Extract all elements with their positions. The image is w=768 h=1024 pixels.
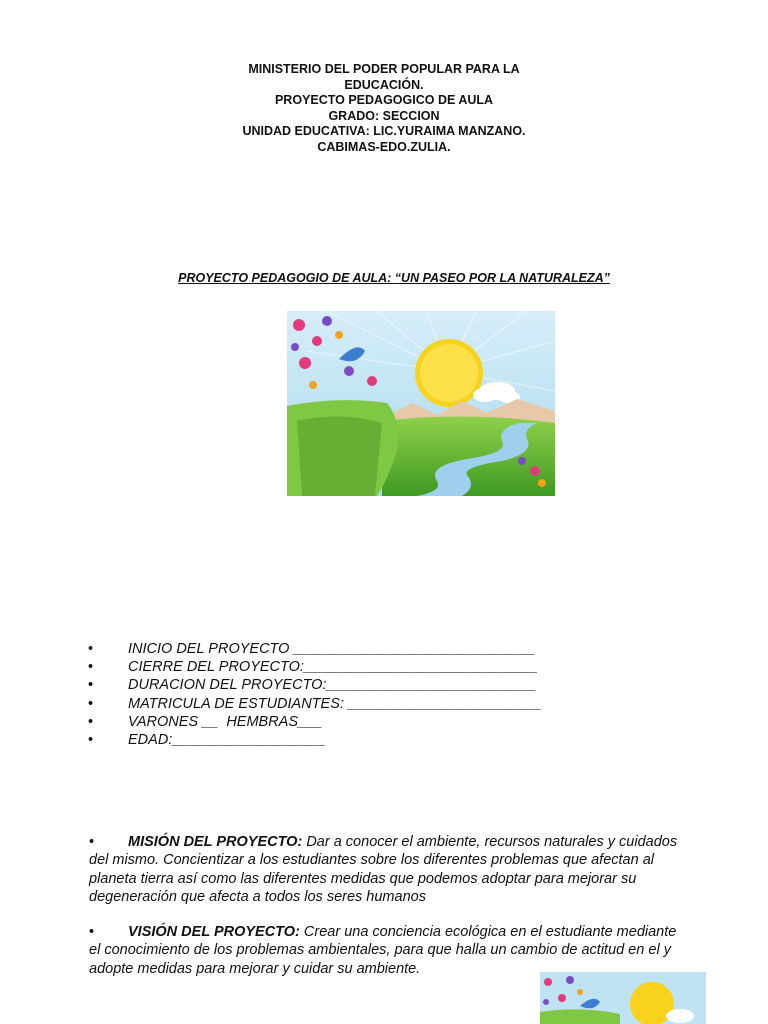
header-line: GRADO: SECCION [328, 108, 440, 123]
project-title: PROYECTO PEDAGOGIO DE AULA: “UN PASEO POR LA NATURALEZA” [178, 271, 610, 285]
mission-paragraph [89, 833, 689, 907]
sun-river-landscape-icon [540, 972, 706, 1024]
project-fields-list [88, 640, 541, 749]
field-inicio [88, 640, 541, 658]
field-matricula [88, 695, 541, 713]
bullet: • [89, 833, 95, 850]
field-edad [88, 731, 541, 749]
header-line: PROYECTO PEDAGOGICO DE AULA [274, 93, 494, 107]
field-label: DURACION DEL PROYECTO:__________________________ [128, 677, 537, 694]
field-label: INICIO DEL PROYECTO ______________________________ [128, 641, 536, 657]
vision-label: VISIÓN DEL PROYECTO: [128, 923, 300, 940]
field-varones-hembras [88, 713, 541, 731]
field-label: EDAD:___________________ [128, 732, 326, 749]
field-label: VARONES __ HEMBRAS___ [128, 713, 323, 730]
landscape-illustration [287, 311, 555, 496]
mission-label: MISIÓN DEL PROYECTO: [128, 833, 303, 850]
landscape-illustration-small [540, 972, 706, 1024]
document-header [0, 62, 768, 155]
field-label: CIERRE DEL PROYECTO:_____________________________ [128, 659, 538, 676]
bullet: • [88, 659, 94, 676]
bullet: • [88, 677, 94, 694]
bullet: • [88, 713, 94, 730]
header-line: UNIDAD EDUCATIVA: LIC.YURAIMA MANZANO. [242, 124, 526, 138]
mission-text: Dar a conocer el ambiente, recursos naturales y cuidados del mismo. Concientizar a los estudiantes sobre los diferentes problemas que afectan al planeta tierra así como las diferentes medidas que podemos adoptar para mejorar su degeneración que afecta a todos los seres humanos [89, 833, 678, 905]
field-cierre [88, 658, 541, 676]
bullet: • [88, 695, 94, 712]
vision-paragraph [89, 923, 689, 979]
sun-river-landscape-icon [287, 311, 555, 496]
bullet: • [88, 641, 94, 657]
bullet: • [88, 732, 94, 749]
header-line: EDUCACIÓN. [344, 77, 424, 92]
field-duracion [88, 676, 541, 694]
bullet: • [89, 923, 95, 940]
header-line: CABIMAS-EDO.ZULIA. [317, 139, 451, 154]
header-line: MINISTERIO DEL PODER POPULAR PARA LA [248, 62, 520, 76]
vision-text: Crear una conciencia ecológica en el estudiante mediante el conocimiento de los problemas ambientales, para que halla un cambio de actitud en el y adopte medidas para mejorar y cuidar su ambiente. [89, 923, 677, 977]
field-label: MATRICULA DE ESTUDIANTES: ________________________ [128, 695, 542, 712]
